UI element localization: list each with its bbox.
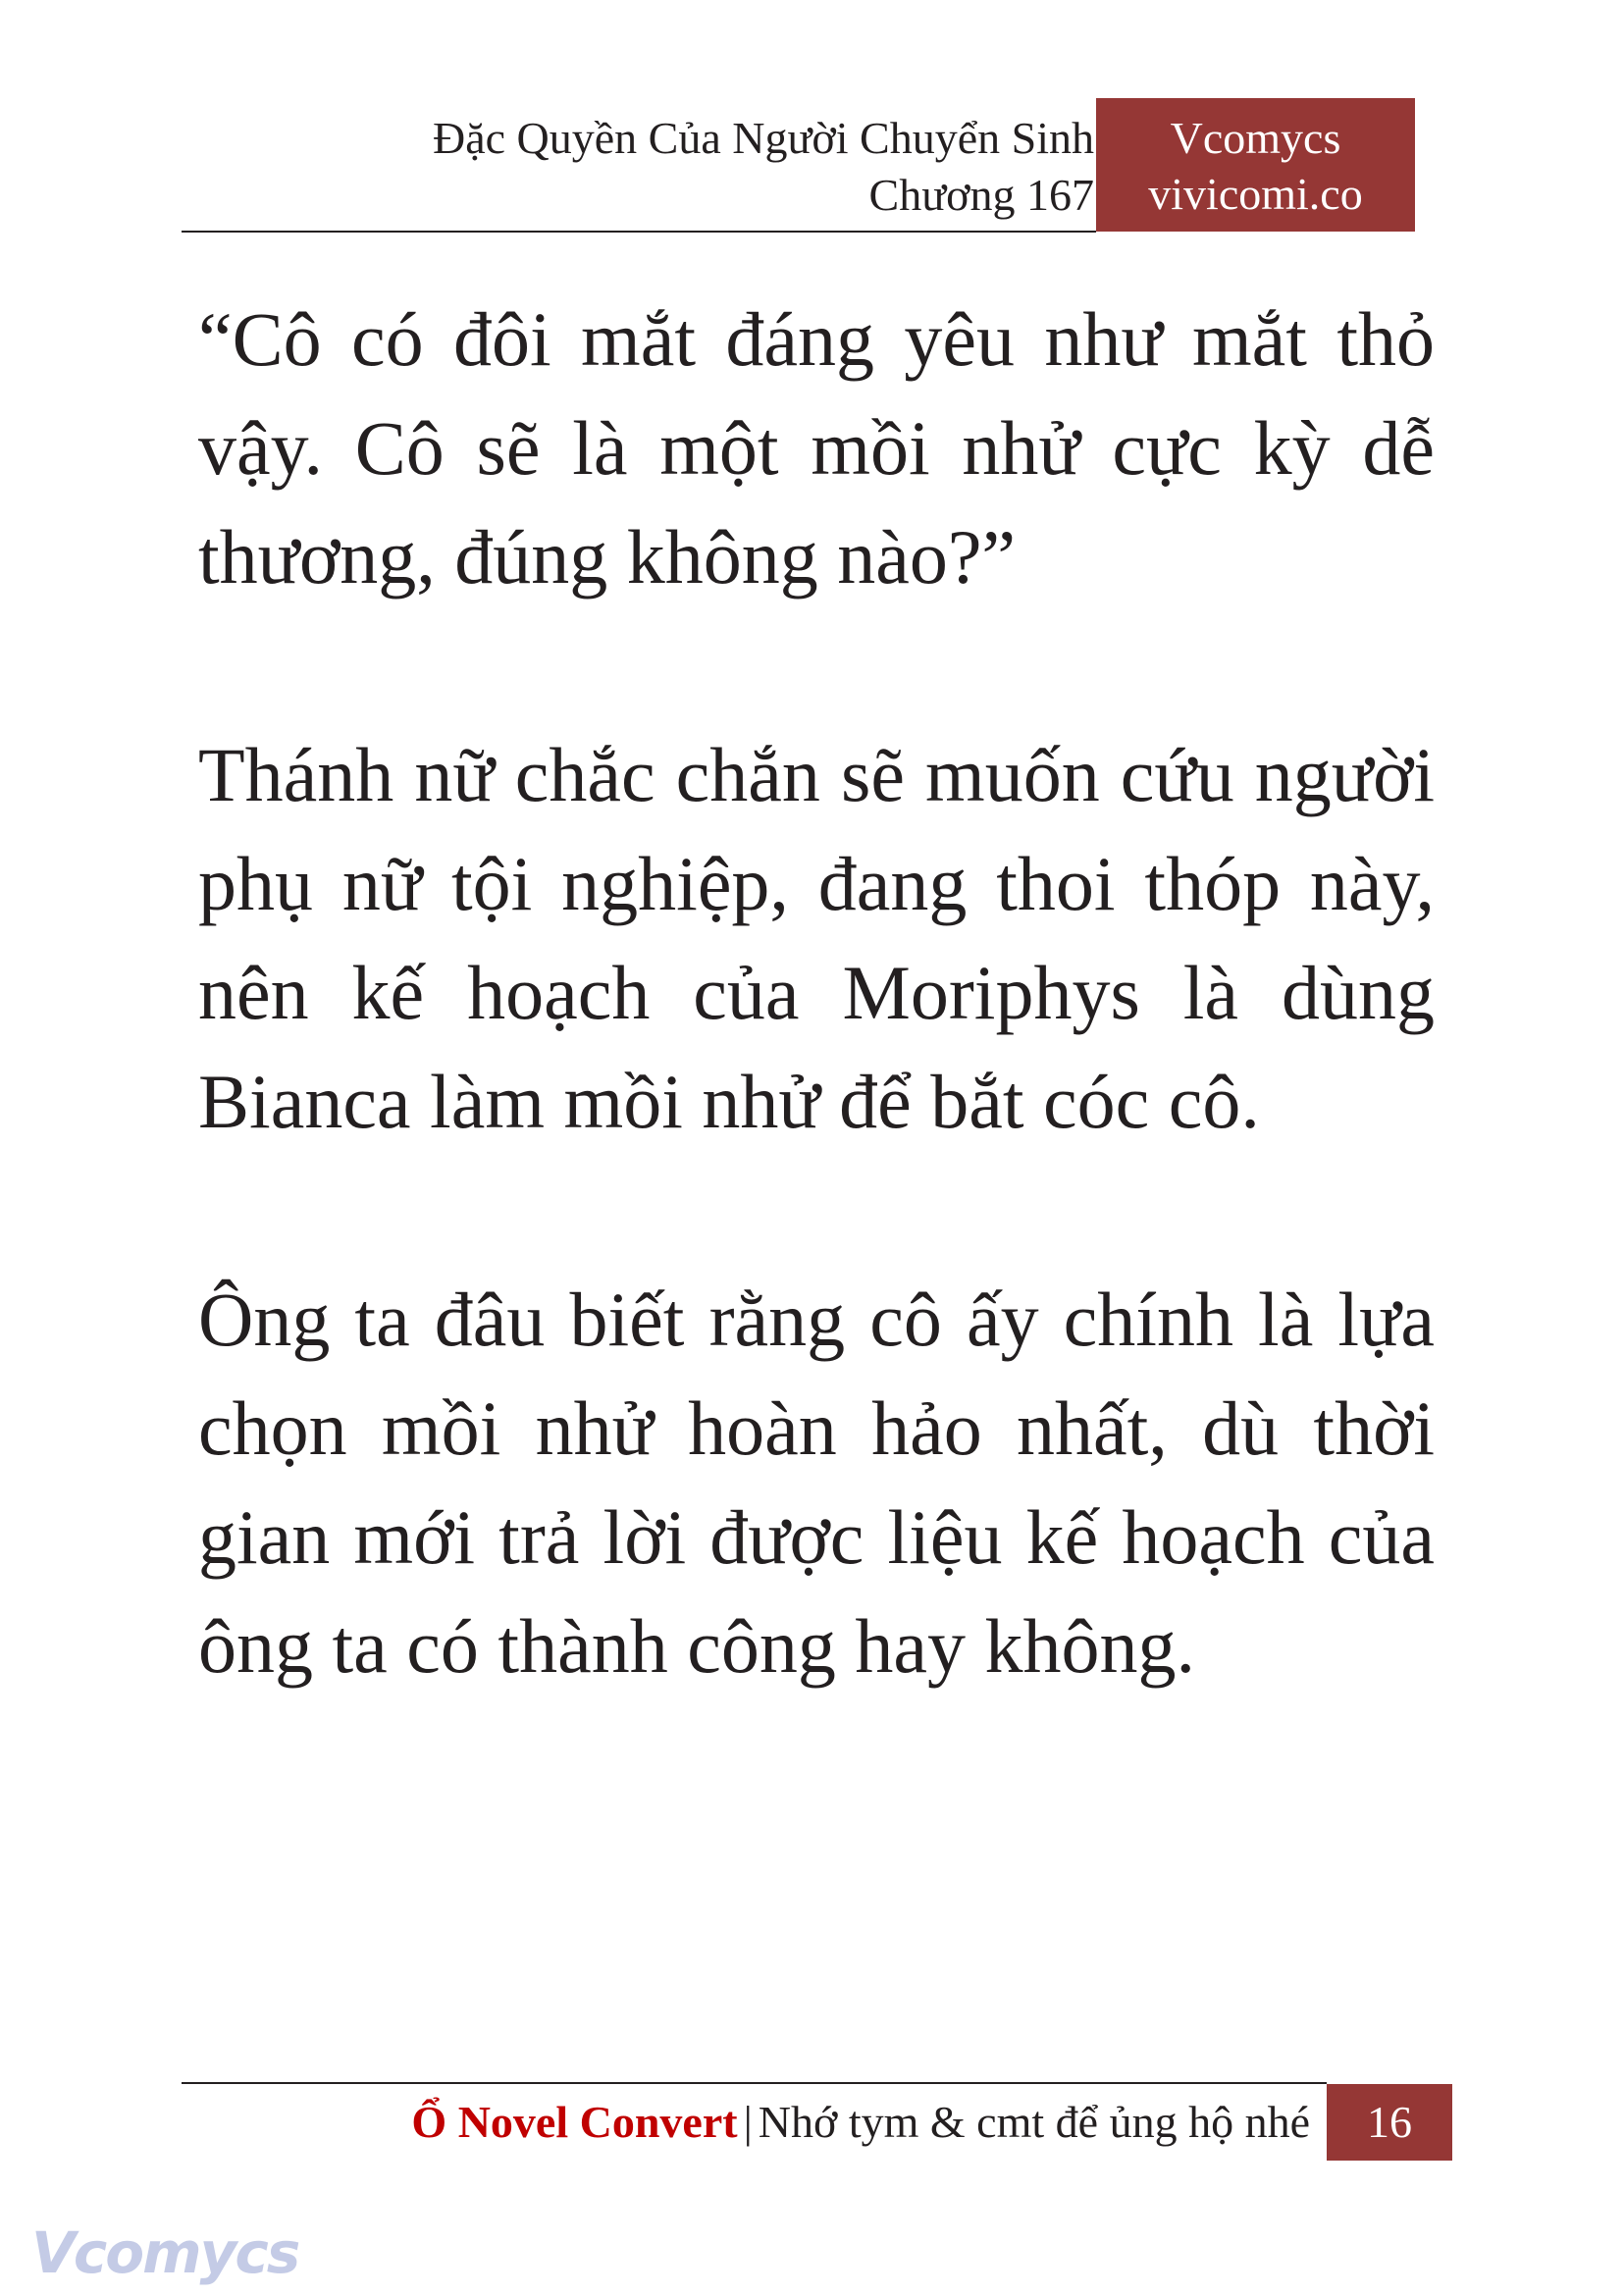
footer-note: Nhớ tym & cmt để ủng hộ nhé — [758, 2097, 1310, 2147]
footer — [411, 2093, 1310, 2152]
book-title: Đặc Quyền Của Người Chuyển Sinh — [432, 113, 1094, 163]
paragraph: “Cô có đôi mắt đáng yêu như mắt thỏ vậy. Cô sẽ là một mồi nhử cực kỳ dễ thương, đúng không nào?” — [198, 296, 1435, 600]
running-header — [211, 110, 1094, 224]
chapter-body — [198, 285, 1435, 1809]
paragraph: Thánh nữ chắc chắn sẽ muốn cứu người phụ nữ tội nghiệp, đang thoi thóp này, nên kế hoạch của Moriphys là dùng Bianca làm mồi nhử để bắt cóc cô. — [198, 732, 1435, 1144]
paragraph: Ông ta đâu biết rằng cô ấy chính là lựa chọn mồi nhử hoàn hảo nhất, dù thời gian mới trả lời được liệu kế hoạch của ông ta có thành công hay không. — [198, 1277, 1435, 1689]
site-badge — [1096, 98, 1415, 232]
site-name: Vcomycs — [1170, 113, 1341, 163]
chapter-label: Chương 167 — [868, 170, 1094, 220]
page-number: 16 — [1327, 2084, 1452, 2161]
header-divider — [182, 231, 1096, 233]
watermark-logo: Vcomycs — [31, 2219, 299, 2286]
footer-brand: Ổ Novel Convert — [411, 2097, 738, 2147]
footer-separator: | — [743, 2097, 753, 2147]
footer-divider — [182, 2082, 1327, 2084]
site-url: vivicomi.co — [1148, 169, 1363, 219]
